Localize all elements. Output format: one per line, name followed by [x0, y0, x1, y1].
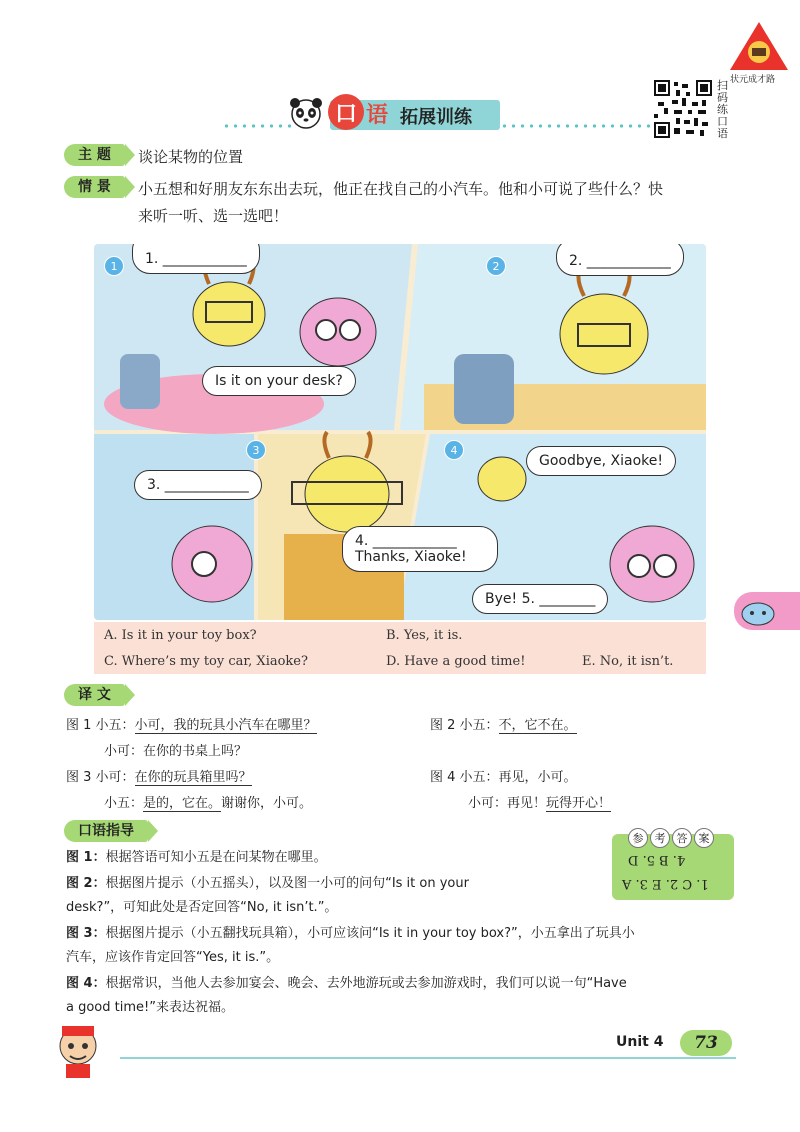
- translation-fig2-prefix: 图 2 小五：: [430, 718, 499, 733]
- guide-fig3: [66, 922, 736, 970]
- translation-fig1-line2: 小可：在你的书桌上吗？: [104, 744, 248, 759]
- bubble-speech-4a: Goodbye, Xiaoke!: [526, 446, 676, 476]
- bubble-blank-1[interactable]: 1. ____________: [132, 244, 260, 274]
- bubble-speech-1: Is it on your desk?: [202, 366, 356, 396]
- guide-fig3-text-a: 根据图片提示（小五翻找玩具箱），小可应该问“Is it in your toy box?”，小五拿出了玩具小: [105, 926, 635, 941]
- translation-label: 译 文: [64, 684, 125, 706]
- panel-number-2: 2: [486, 256, 506, 276]
- page-title: 拓展训练: [400, 107, 472, 128]
- bubble-blank-2[interactable]: 2. ____________: [556, 244, 684, 276]
- guide-fig1-label: 图 1：: [66, 850, 106, 865]
- guide-fig4-text-a: 根据常识，当他人去参加宴会、晚会、去外地游玩或去参加游戏时，我们可以说一句“Have: [105, 976, 627, 991]
- guide-fig4-label: 图 4：: [66, 976, 106, 991]
- translation-fig3-prefix: 图 3 小可：: [66, 770, 135, 785]
- translation-fig4b-underlined: 玩得开心！: [546, 796, 612, 811]
- translation-fig3b-underlined: 是的，它在。: [143, 796, 222, 811]
- option-b[interactable]: B. Yes, it is.: [386, 628, 463, 643]
- scene-line-1: 小五想和好朋友东东出去玩，他正在找自己的小汽车。他和小可说了些什么？快: [138, 180, 664, 198]
- panel-number-4: 4: [444, 440, 464, 460]
- guide-fig4: [66, 972, 736, 1020]
- comic-illustration: [94, 244, 706, 620]
- bubble-bye[interactable]: Bye! 5. ________: [472, 584, 608, 614]
- reference-answer-title: [628, 828, 714, 848]
- answer-line-2: 4. B 5. D: [628, 852, 686, 867]
- translation-fig4-line2: [468, 792, 611, 811]
- bubble-blank-4-line[interactable]: 4. ____________: [355, 533, 457, 549]
- option-a[interactable]: A. Is it in your toy box?: [104, 628, 257, 643]
- guide-fig2-text-a: 根据图片提示（小五摇头），以及图一小可的问句“Is it on your: [105, 876, 469, 891]
- answer-title-char-4: 案: [694, 828, 714, 848]
- header-title-mark: 口: [328, 94, 364, 130]
- panel-number-1: 1: [104, 256, 124, 276]
- side-tab: [734, 592, 800, 630]
- translation-fig4-line1: 图 4 小五：再见，小可。: [430, 770, 577, 785]
- guide-fig4-text-b: a good time!”来表达祝福。: [66, 1000, 234, 1015]
- header-dots-right: [500, 124, 650, 128]
- translation-fig3b-prefix: 小五：: [104, 796, 144, 811]
- bubble-blank-4[interactable]: [342, 526, 498, 572]
- option-d[interactable]: D. Have a good time!: [386, 654, 526, 669]
- scene-line-2: 来听一听、选一选吧！: [138, 207, 289, 225]
- answer-title-char-1: 参: [628, 828, 648, 848]
- qr-label: 扫码练口语: [717, 79, 728, 140]
- panel-number-3: 3: [246, 440, 266, 460]
- translation-fig4b-prefix: 小可：再见！: [468, 796, 547, 811]
- answer-title-char-3: 答: [672, 828, 692, 848]
- translation-fig3b-post: 谢谢你，小可。: [221, 796, 313, 811]
- dragon-head-icon: [738, 596, 778, 626]
- guide-fig2: [66, 872, 606, 920]
- translation-fig2-underlined: 不，它不在。: [498, 718, 577, 733]
- option-c[interactable]: C. Where’s my toy car, Xiaoke?: [104, 654, 308, 669]
- translation-fig3-line2: [104, 792, 312, 811]
- page-number: 73: [680, 1030, 732, 1056]
- mascot-icon: [48, 1020, 108, 1080]
- translation-fig1-underlined: 小可，我的玩具小汽车在哪里？: [134, 718, 317, 733]
- header-dots-left: [222, 124, 292, 128]
- guide-fig1-text: 根据答语可知小五是在问某物在哪里。: [105, 850, 327, 865]
- footer-line: [120, 1057, 736, 1059]
- answer-title-char-2: 考: [650, 828, 670, 848]
- theme-text: 谈论某物的位置: [138, 148, 244, 166]
- theme-label: 主 题: [64, 144, 125, 166]
- scene-label: 情 景: [64, 176, 125, 198]
- brand-logo-text: 状元成才路: [730, 75, 776, 85]
- translation-fig1-line1: [66, 714, 317, 733]
- translation-fig2-line1: [430, 714, 577, 733]
- translation-fig3-underlined: 在你的玩具箱里吗？: [134, 770, 252, 785]
- header-title-mark2: 语: [366, 103, 389, 128]
- qr-code-icon[interactable]: [654, 80, 712, 138]
- translation-fig3-line1: [66, 766, 252, 785]
- guide-fig3-label: 图 3：: [66, 926, 106, 941]
- panda-icon: [288, 96, 324, 130]
- answer-options: [94, 622, 706, 674]
- brand-logo-icon: [728, 20, 790, 72]
- guide-fig2-label: 图 2：: [66, 876, 106, 891]
- translation-fig1-prefix: 图 1 小五：: [66, 718, 135, 733]
- bubble-thanks: Thanks, Xiaoke!: [355, 549, 467, 565]
- guide-fig2-text-b: desk?”，可知此处是否定回答“No, it isn’t.”。: [66, 900, 338, 915]
- option-e[interactable]: E. No, it isn’t.: [582, 654, 674, 669]
- answer-line-1: 1. C 2. E 3. A: [622, 876, 709, 891]
- guide-fig3-text-b: 汽车，应该作肯定回答“Yes, it is.”。: [66, 950, 280, 965]
- unit-label: Unit 4: [616, 1034, 664, 1050]
- bubble-blank-3[interactable]: 3. ____________: [134, 470, 262, 500]
- guide-label: 口语指导: [64, 820, 148, 842]
